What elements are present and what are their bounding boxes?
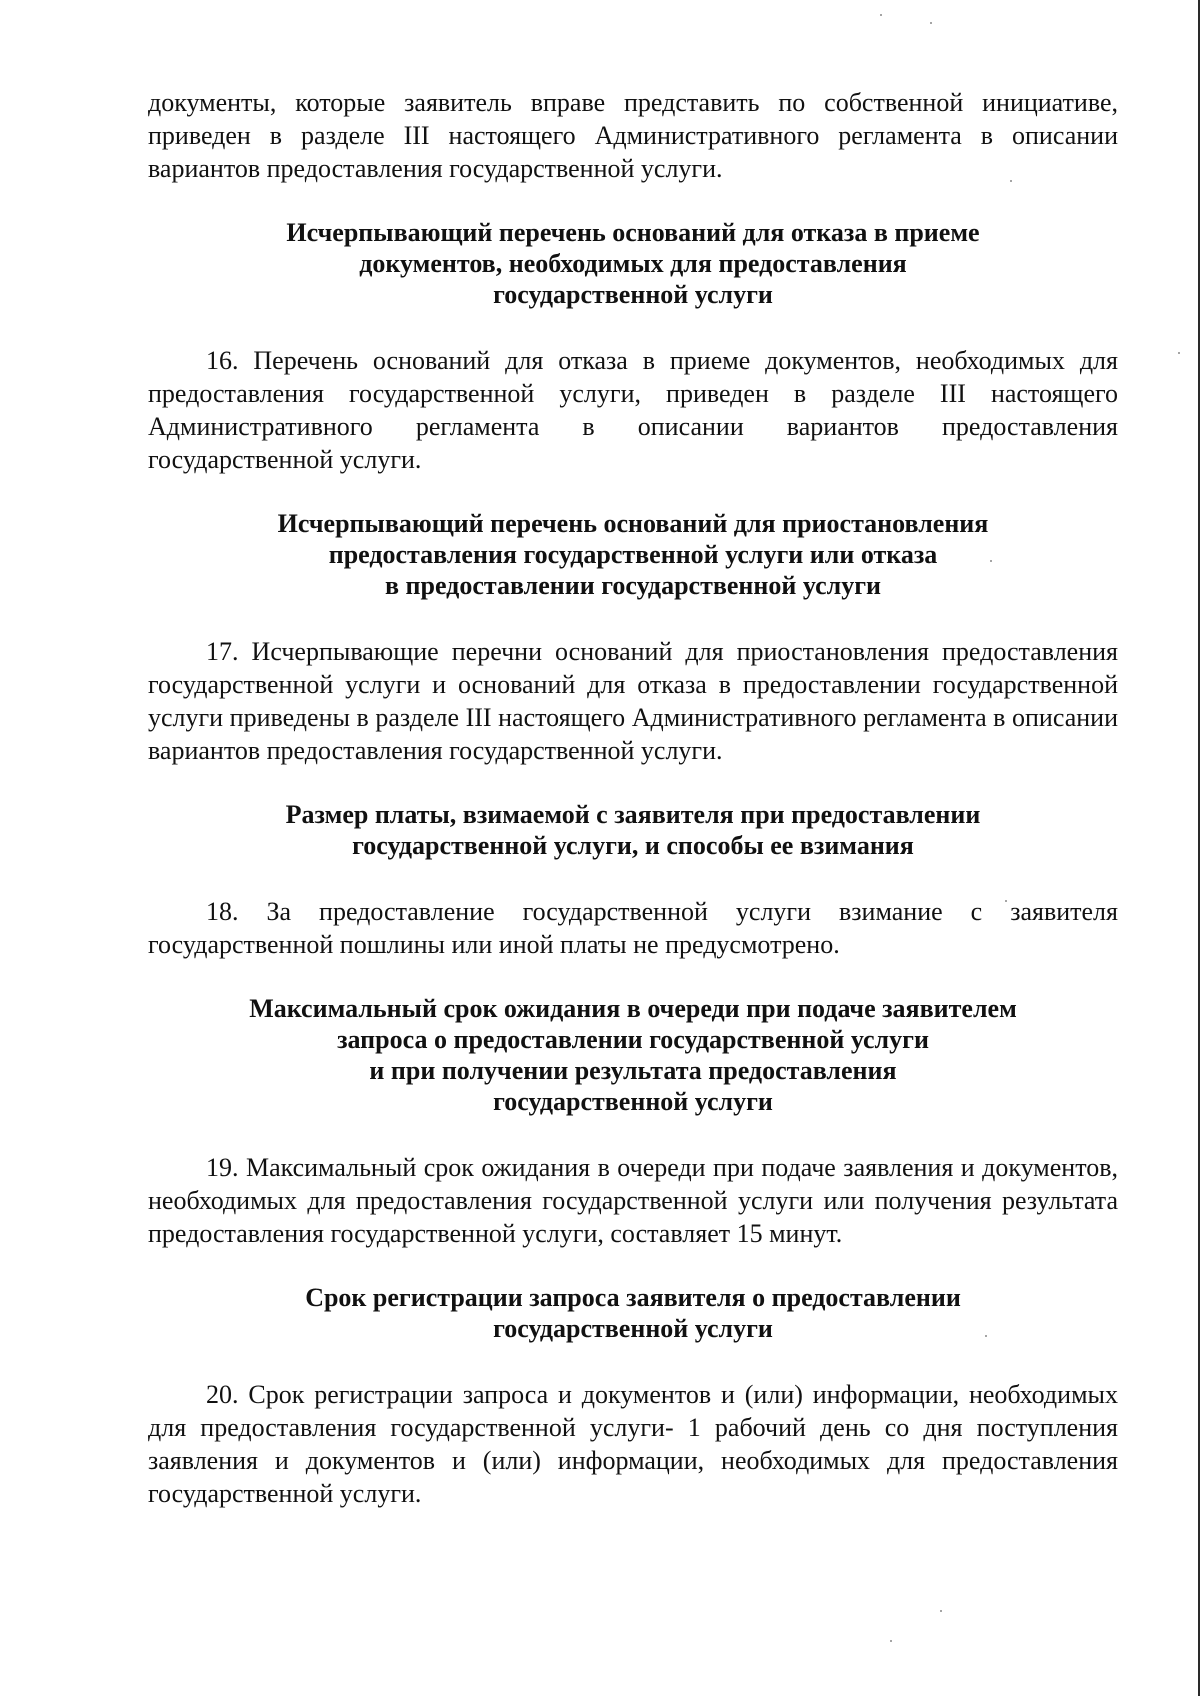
heading-line: Исчерпывающий перечень оснований для приостановления [277, 509, 989, 538]
section-heading-17 [148, 508, 1118, 601]
heading-line: Срок регистрации запроса заявителя о предоставлении [305, 1283, 961, 1312]
paragraph-20: 20. Срок регистрации запроса и документов и (или) информации, необходимых для предоставления государственной услуги- 1 рабочий день со дня поступления заявления и документов и (или) информации, необходимых для предоставления государственной услуги. [148, 1380, 1118, 1508]
heading-line: государственной услуги [493, 280, 773, 309]
paragraph-18: 18. За предоставление государственной услуги взимание с заявителя государственной пошлины или иной платы не предусмотрено. [148, 897, 1118, 959]
section-heading-18 [148, 799, 1118, 861]
scan-speck [890, 1640, 892, 1642]
scan-speck [930, 22, 932, 24]
heading-line: и при получении результата предоставления [369, 1056, 897, 1085]
heading-line: документов, необходимых для предоставления [359, 249, 907, 278]
paragraph-19: 19. Максимальный срок ожидания в очереди при подаче заявления и документов, необходимых для предоставления государственной услуги или получения результата предоставления государственной услуги, составляет 15 минут. [148, 1153, 1118, 1248]
heading-line: государственной услуги, и способы ее взимания [352, 831, 914, 860]
scan-speck [880, 14, 882, 16]
paragraph-17: 17. Исчерпывающие перечни оснований для приостановления предоставления государственной услуги и оснований для отказа в предоставлении государственной услуги приведены в разделе III настоящего Административного регламента в описании вариантов предоставления государственной услуги. [148, 637, 1118, 765]
scan-speck [1178, 352, 1180, 354]
heading-line: запроса о предоставлении государственной услуги [337, 1025, 929, 1054]
section-heading-20 [148, 1282, 1118, 1344]
paragraph-16: 16. Перечень оснований для отказа в приеме документов, необходимых для предоставления государственной услуги, приведен в разделе III настоящего Административного регламента в описании вариантов предоставления государственной услуги. [148, 346, 1118, 474]
heading-line: государственной услуги [493, 1087, 773, 1116]
heading-line: в предоставлении государственной услуги [384, 571, 881, 600]
heading-line: предоставления государственной услуги или отказа [328, 540, 938, 569]
heading-line: Размер платы, взимаемой с заявителя при предоставлении [285, 800, 981, 829]
section-heading-16 [148, 217, 1118, 310]
heading-line: Исчерпывающий перечень оснований для отказа в приеме [286, 218, 980, 247]
heading-line: государственной услуги [493, 1314, 773, 1343]
scan-speck [940, 1610, 942, 1612]
document-body [148, 86, 1118, 1510]
intro-paragraph: документы, которые заявитель вправе представить по собственной инициативе, приведен в разделе III настоящего Административного регламента в описании вариантов предоставления государственной услуги. [148, 88, 1118, 183]
section-heading-19 [148, 993, 1118, 1117]
heading-line: Максимальный срок ожидания в очереди при подаче заявителем [249, 994, 1017, 1023]
